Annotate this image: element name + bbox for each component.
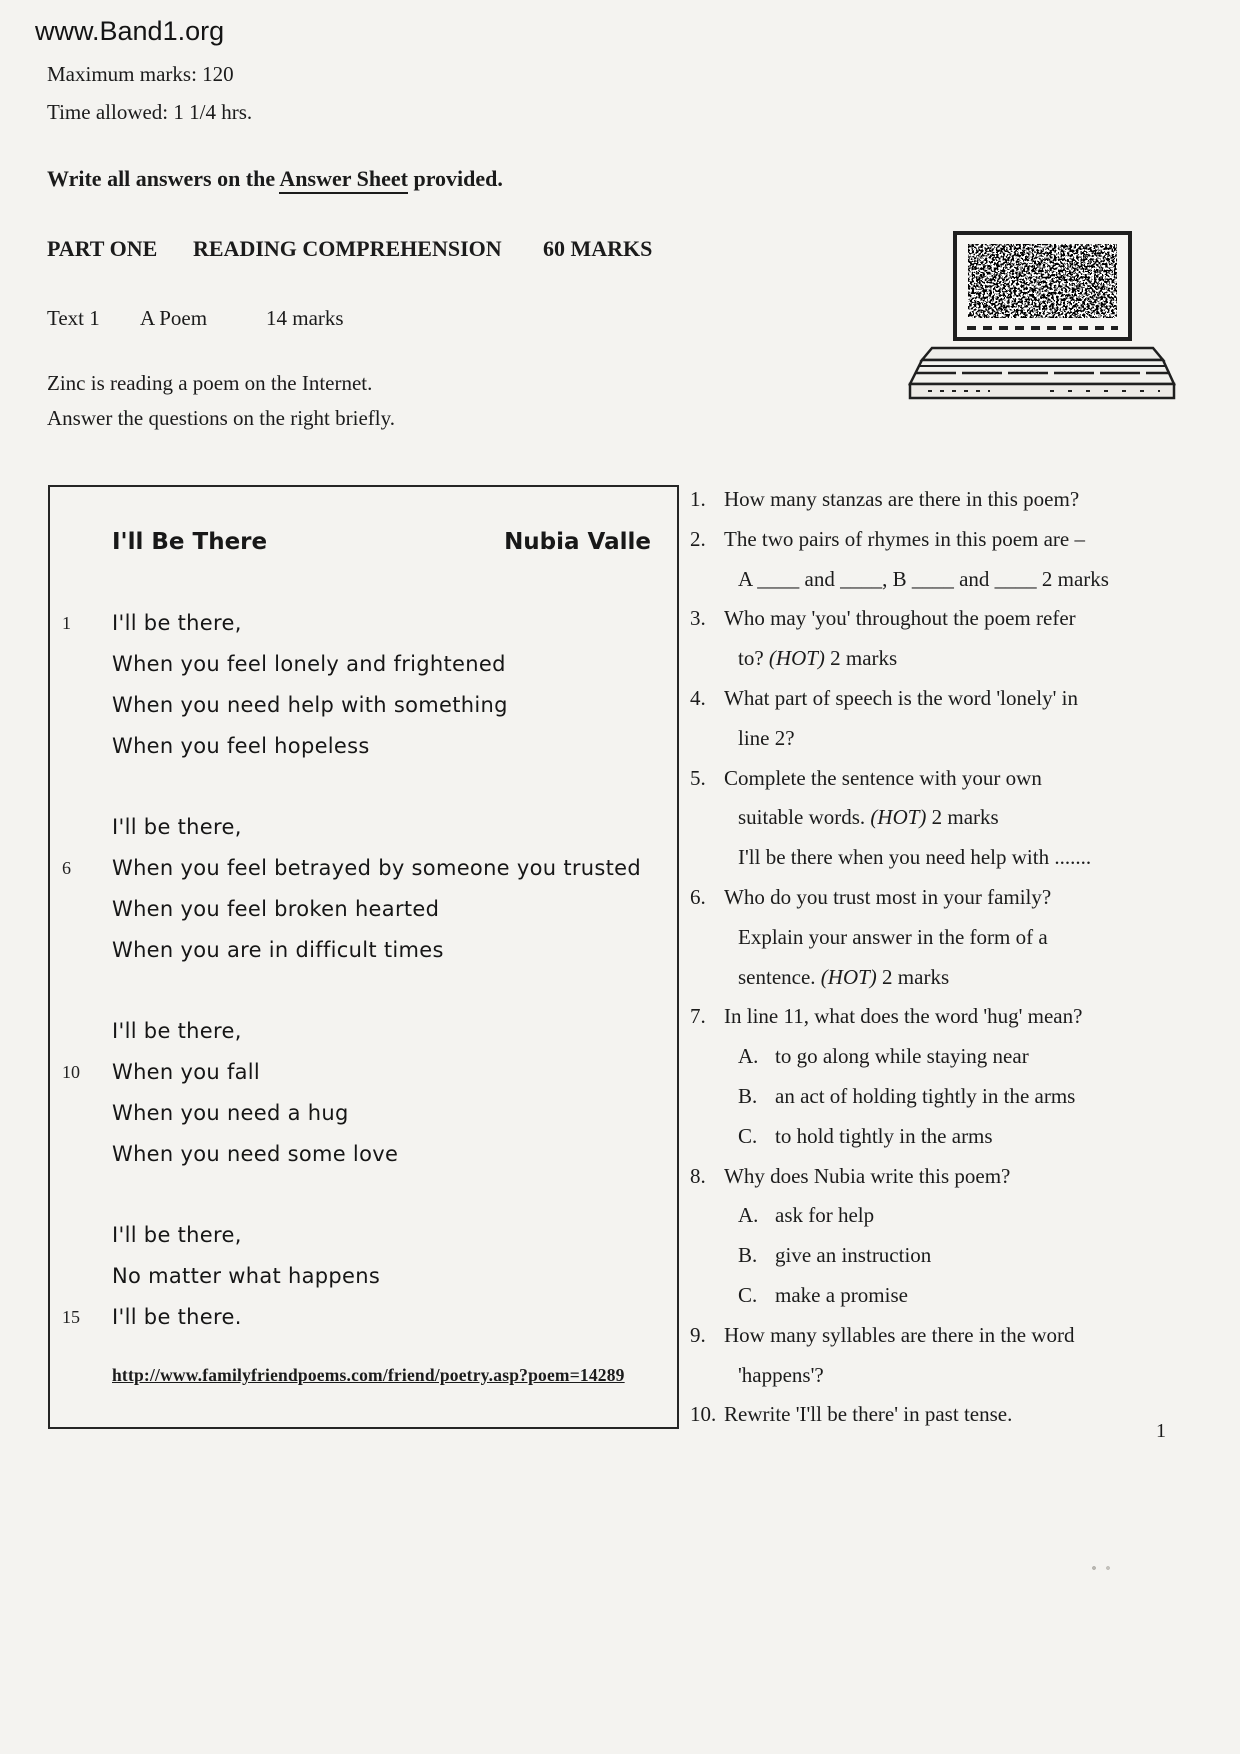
question-text: line 2?	[738, 725, 795, 750]
poem-title: I'll Be There	[112, 529, 268, 555]
question-7-option-c	[690, 1117, 1205, 1157]
question-text: 'happens'?	[738, 1362, 824, 1387]
poem-line-number: 1	[62, 613, 71, 633]
poem-line	[50, 930, 671, 971]
question-4-continuation	[690, 719, 1205, 759]
question-text: How many syllables are there in the word	[724, 1322, 1075, 1347]
poem-line	[50, 603, 671, 644]
poem-author: Nubia Valle	[504, 529, 651, 555]
poem-line	[50, 1297, 671, 1338]
poem-line-text: When you feel hopeless	[112, 734, 370, 758]
poem-line-text: When you need a hug	[112, 1101, 349, 1125]
question-6-continuation	[690, 958, 1205, 998]
question-8-option-b	[690, 1236, 1205, 1276]
poem-line	[50, 685, 671, 726]
poem-line-number	[50, 1093, 112, 1134]
question-number: 2.	[690, 526, 706, 551]
question-text: What part of speech is the word 'lonely' in	[724, 685, 1078, 710]
question-text: Complete the sentence with your own	[724, 765, 1042, 790]
poem-line-number: 6	[62, 858, 71, 878]
question-text: The two pairs of rhymes in this poem are –	[724, 526, 1085, 551]
poem-line	[50, 807, 671, 848]
question-1	[690, 480, 1205, 520]
instruction-pre: Write all answers on the	[47, 166, 280, 191]
poem-box	[48, 485, 679, 1429]
question-text: Why does Nubia write this poem?	[724, 1163, 1011, 1188]
poem-line-text: I'll be there.	[112, 1305, 242, 1329]
poem-stanza	[50, 1011, 671, 1175]
poem-line-number	[50, 1011, 112, 1052]
poem-line-text: When you need some love	[112, 1142, 399, 1166]
question-4	[690, 679, 1205, 719]
question-number: 3.	[690, 606, 706, 631]
question-text: I'll be there when you need help with .......	[738, 845, 1092, 870]
poem-line-text: When you need help with something	[112, 693, 508, 717]
scan-artifact	[1090, 1566, 1116, 1570]
laptop-clipart-image	[870, 228, 1180, 420]
option-text: give an instruction	[775, 1243, 932, 1268]
option-letter: C.	[738, 1282, 758, 1307]
part-label: PART ONE	[47, 236, 158, 261]
option-text: make a promise	[775, 1282, 908, 1307]
question-8-option-c	[690, 1276, 1205, 1316]
option-text: to hold tightly in the arms	[775, 1123, 993, 1148]
poem-line	[50, 1215, 671, 1256]
poem-line-text: No matter what happens	[112, 1264, 381, 1288]
question-number: 1.	[690, 487, 706, 511]
poem-line	[50, 848, 671, 889]
question-number: 4.	[690, 685, 706, 710]
question-5-continuation	[690, 798, 1205, 838]
poem-line-number: 10	[62, 1062, 80, 1082]
option-text: an act of holding tightly in the arms	[775, 1083, 1076, 1108]
poem-line-number	[50, 1256, 112, 1297]
poem-line	[50, 889, 671, 930]
max-marks-line: Maximum marks: 120	[47, 62, 234, 86]
question-6-continuation	[690, 918, 1205, 958]
poem-line-text: When you feel betrayed by someone you trusted	[112, 856, 642, 880]
question-number: 9.	[690, 1322, 706, 1347]
option-letter: C.	[738, 1123, 758, 1148]
poem-source-url: http://www.familyfriendpoems.com/friend/poetry.asp?poem=14289	[112, 1365, 625, 1385]
hot-label: (HOT)	[870, 805, 927, 830]
poem-line	[50, 1256, 671, 1297]
instruction-underlined: Answer Sheet	[279, 166, 408, 194]
poem-line-number	[50, 807, 112, 848]
question-number: 10.	[690, 1402, 717, 1427]
answer-sheet-instruction	[47, 166, 503, 192]
poem-line	[50, 1011, 671, 1052]
text-label: Text 1	[47, 306, 100, 330]
option-text: ask for help	[775, 1203, 875, 1228]
poem-line-text: When you are in difficult times	[112, 938, 444, 962]
question-number: 7.	[690, 1004, 706, 1029]
poem-body	[50, 603, 671, 1338]
poem-line-number	[50, 1134, 112, 1175]
poem-stanza	[50, 807, 671, 971]
question-text: Rewrite 'I'll be there' in past tense.	[724, 1402, 1013, 1427]
poem-line-text: I'll be there,	[112, 1223, 242, 1247]
option-text: to go along while staying near	[775, 1044, 1029, 1069]
poem-line-number	[50, 930, 112, 971]
question-6	[690, 878, 1205, 918]
poem-line-number	[50, 1215, 112, 1256]
poem-line	[50, 726, 671, 767]
poem-line-text: I'll be there,	[112, 611, 242, 635]
part-title: READING COMPREHENSION	[193, 236, 502, 261]
question-2-continuation	[690, 560, 1205, 600]
question-number: 6.	[690, 884, 706, 909]
poem-line	[50, 1134, 671, 1175]
question-3-continuation	[690, 639, 1205, 679]
site-watermark: www.Band1.org	[35, 16, 225, 46]
laptop-hinge	[922, 348, 1163, 360]
page-number: 1	[1156, 1420, 1166, 1442]
question-text: Who may 'you' throughout the poem refer	[724, 606, 1076, 631]
question-9	[690, 1316, 1205, 1356]
question-text: 2 marks	[824, 646, 898, 671]
question-text: A ____ and ____, B ____ and ____ 2 marks	[738, 566, 1109, 591]
option-letter: A.	[738, 1203, 759, 1228]
option-letter: B.	[738, 1083, 758, 1108]
question-text: 2 marks	[926, 805, 999, 830]
poem-line-number: 15	[62, 1307, 80, 1327]
questions-column	[690, 480, 1205, 1435]
poem-line-number	[50, 889, 112, 930]
question-7-option-b	[690, 1077, 1205, 1117]
poem-line-text: When you feel broken hearted	[112, 897, 440, 921]
poem-line-number	[50, 685, 112, 726]
poem-line	[50, 1093, 671, 1134]
question-5	[690, 759, 1205, 799]
time-allowed-line: Time allowed: 1 1/4 hrs.	[47, 100, 253, 124]
question-text: Who do you trust most in your family?	[724, 884, 1052, 909]
poem-line-number	[50, 644, 112, 685]
hot-label: (HOT)	[768, 646, 825, 671]
part-marks: 60 MARKS	[543, 236, 653, 261]
poem-line	[50, 644, 671, 685]
poem-line-number	[50, 726, 112, 767]
question-7	[690, 997, 1205, 1037]
intro-line-1: Zinc is reading a poem on the Internet.	[47, 371, 373, 395]
question-number: 8.	[690, 1163, 706, 1188]
question-text: Explain your answer in the form of a	[738, 924, 1048, 949]
question-number: 5.	[690, 765, 706, 790]
question-text: to?	[738, 646, 769, 671]
question-9-continuation	[690, 1356, 1205, 1396]
question-10	[690, 1395, 1205, 1435]
laptop-screen-noise	[968, 244, 1117, 318]
hot-label: (HOT)	[820, 964, 877, 989]
text-title: A Poem	[140, 306, 208, 330]
question-8-option-a	[690, 1196, 1205, 1236]
poem-line-text: When you feel lonely and frightened	[112, 652, 506, 676]
text-marks: 14 marks	[266, 306, 344, 330]
option-letter: B.	[738, 1243, 758, 1268]
question-text: sentence.	[738, 964, 821, 989]
laptop-front-edge	[910, 384, 1174, 398]
question-8	[690, 1157, 1205, 1197]
poem-line	[50, 1052, 671, 1093]
instruction-post: provided.	[407, 166, 503, 191]
poem-stanza	[50, 1215, 671, 1338]
question-text: How many stanzas are there in this poem?	[724, 487, 1080, 511]
poem-stanza	[50, 603, 671, 767]
option-letter: A.	[738, 1044, 759, 1069]
question-text: suitable words.	[738, 805, 871, 830]
question-2	[690, 520, 1205, 560]
question-5-continuation	[690, 838, 1205, 878]
question-3	[690, 599, 1205, 639]
question-7-option-a	[690, 1037, 1205, 1077]
poem-line-text: I'll be there,	[112, 815, 242, 839]
intro-line-2: Answer the questions on the right briefly.	[47, 406, 395, 430]
poem-line-text: I'll be there,	[112, 1019, 242, 1043]
question-text: In line 11, what does the word 'hug' mean?	[724, 1004, 1083, 1029]
question-text: 2 marks	[876, 964, 950, 989]
poem-line-text: When you fall	[112, 1060, 261, 1084]
